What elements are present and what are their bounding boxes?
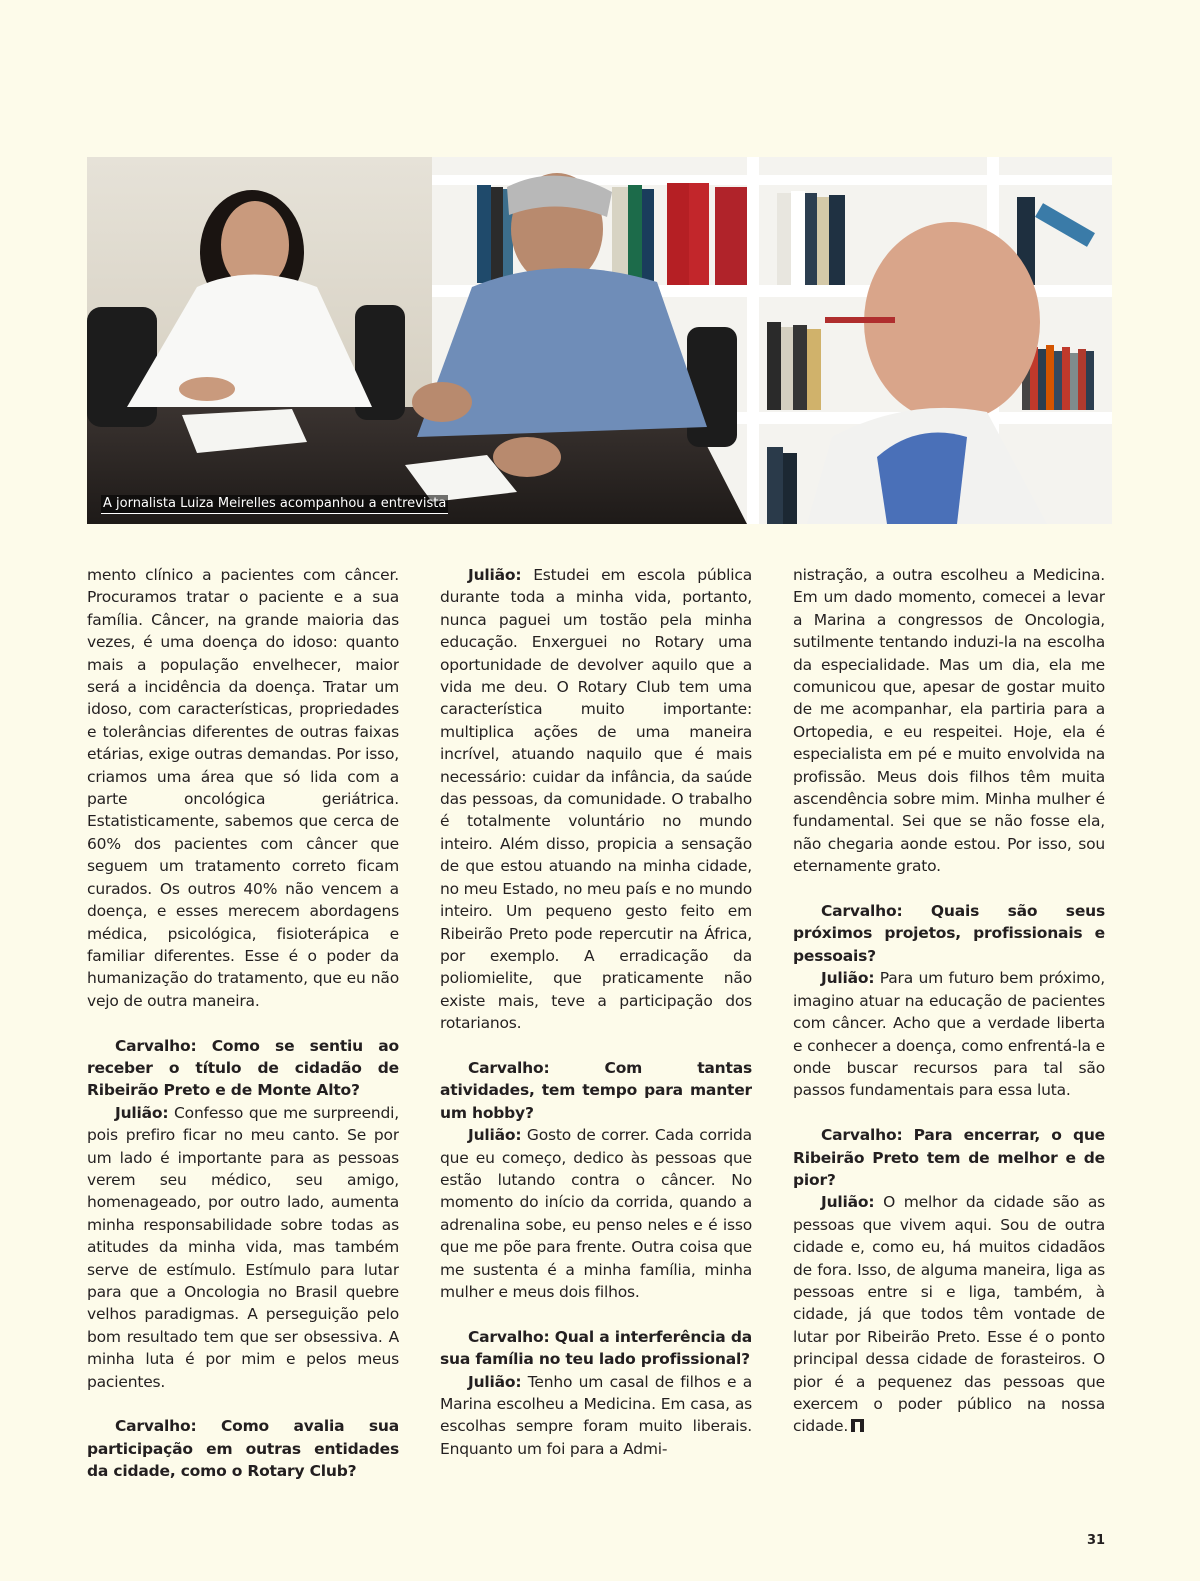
interview-question: Carvalho: Para encerrar, o que Ribeirão Preto tem de melhor e de pior? [793, 1126, 1105, 1189]
article-column-1 [87, 564, 399, 1509]
paragraph-spacer [440, 1303, 752, 1325]
answer-text: Estudei em escola pública durante toda a minha vida, portanto, nunca paguei um tostão pela minha educação. Enxerguei no Rotary uma oportunidade de devolver aquilo que a vida me deu. O Rotary Club tem uma característica muito importante: multiplica ações de uma maneira incrível, atuando naquilo que é mais necessário: cuidar da infância, da saúde das pessoas, da comunidade. O trabalho é totalmente voluntário no mundo inteiro. Além disso, propicia a sensação de que estou atuando na minha cidade, no meu Estado, no meu país e no mundo inteiro. Um pequeno gesto feito em Ribeirão Preto pode repercutir na África, por exemplo. A erradicação da poliomielite, que praticamente não existe mais, teve a participação dos rotarianos. [440, 566, 752, 1033]
interview-question: Carvalho: Como avalia sua participação em outras entidades da cidade, como o Rotary Club? [87, 1417, 399, 1481]
speaker-name: Julião: [468, 1372, 522, 1391]
answer-text: Gosto de correr. Cada corrida que eu começo, dedico às pessoas que estão lutando contra o câncer. No momento do início da corrida, quando a adrenalina sobe, eu penso neles e é isso que me põe para frente. Outra coisa que me sustenta é a minha família, minha mulher e meus dois filhos. [440, 1126, 752, 1301]
article-column-3 [793, 564, 1105, 1509]
interview-question: Carvalho: Quais são seus próximos projetos, profissionais e pessoais? [793, 902, 1105, 965]
end-of-article-mark [851, 1419, 864, 1432]
paragraph-spacer [793, 878, 1105, 900]
paragraph-spacer [440, 1035, 752, 1057]
photo-caption: A jornalista Luiza Meirelles acompanhou a entrevista [101, 495, 448, 514]
interview-answer [440, 1124, 752, 1303]
interview-answer [440, 564, 752, 1035]
interview-photo [87, 157, 1112, 524]
speaker-name: Julião: [115, 1103, 169, 1122]
paragraph-spacer [793, 1102, 1105, 1124]
speaker-name: Julião: [468, 566, 522, 584]
speaker-name: Julião: [821, 969, 875, 988]
article-paragraph: mento clínico a pacientes com câncer. Procuramos tratar o paciente e a sua família. Câncer, na grande maioria das vezes, é uma doença do idoso: quanto mais a população envelhecer, maior será a incidência da doença. Tratar um idoso, com características, propriedades e tolerâncias diferentes de outras faixas etárias, exige outras demandas. Por isso, criamos uma área que só lida com a parte oncológica geriátrica. Estatisticamente, sabemos que cerca de 60% dos pacientes com câncer que seguem um tratamento correto ficam curados. Os outros 40% não vencem a doença, e esses merecem abordagens médica, psicológica, fisioterápica e familiar diferentes. Esse é o poder da humanização do tratamento, que eu não vejo de outra maneira. [87, 566, 399, 1010]
answer-text: O melhor da cidade são as pessoas que vivem aqui. Sou de outra cidade e, como eu, há muitos cidadãos de fora. Isso, de alguma maneira, liga as pessoas entre si e liga, também, à cidade, já que todos têm vontade de lutar por Ribeirão Preto. Esse é o ponto principal dessa cidade de forasteiros. O pior é a pequenez das pessoas que exercem o poder público na nossa cidade. [793, 1193, 1105, 1436]
interview-answer [440, 1371, 752, 1461]
interview-question: Carvalho: Qual a interferência da sua família no teu lado profissional? [440, 1327, 752, 1369]
page-number: 31 [1087, 1533, 1106, 1548]
answer-text: Para um futuro bem próximo, imagino atuar na educação de pacientes com câncer. Acho que a verdade liberta e conhecer a doença, como enfrentá-la e onde buscar recursos para tal são passos fundamentais para essa luta. [793, 969, 1105, 1100]
interview-answer [793, 1191, 1105, 1437]
speaker-name: Julião: [821, 1193, 875, 1212]
interview-answer [793, 967, 1105, 1101]
interview-question: Carvalho: Como se sentiu ao receber o título de cidadão de Ribeirão Preto e de Monte Alto? [87, 1036, 399, 1100]
speaker-name: Julião: [468, 1126, 522, 1145]
answer-text: Tenho um casal de filhos e a Marina escolheu a Medicina. Em casa, as escolhas sempre foram muito liberais. Enquanto um foi para a Admi- [440, 1372, 752, 1458]
paragraph-spacer [87, 1393, 399, 1415]
interview-answer [87, 1102, 399, 1393]
paragraph-spacer [87, 1012, 399, 1034]
article-column-2 [440, 564, 752, 1509]
article-body [87, 564, 1112, 1509]
photo-illustration [87, 157, 1112, 524]
interview-question: Carvalho: Com tantas atividades, tem tempo para manter um hobby? [440, 1058, 752, 1122]
article-paragraph: nistração, a outra escolheu a Medicina. Em um dado momento, comecei a levar a Marina a congressos de Oncologia, sutilmente tentando induzi-la na escolha da especialidade. Mas um dia, ela me comunicou que, apesar de gostar muito de me acompanhar, ela partiria para a Ortopedia, e eu respeitei. Hoje, ela é especialista em pé e muito envolvida na profissão. Meus dois filhos têm muita ascendência sobre mim. Minha mulher é fundamental. Sei que se não fosse ela, não chegaria aonde estou. Por isso, sou eternamente grato. [793, 566, 1105, 876]
answer-text: Confesso que me surpreendi, pois prefiro ficar no meu canto. Se por um lado é importante para as pessoas verem seu médico, seu amigo, homenageado, por outro lado, aumenta minha responsabilidade sobre todas as atitudes da minha vida, mas também serve de estímulo. Estímulo para lutar para que a Oncologia no Brasil quebre velhos paradigmas. A perseguição pelo bom resultado tem que ser obsessiva. A minha luta é por mim e pelos meus pacientes. [87, 1103, 399, 1391]
